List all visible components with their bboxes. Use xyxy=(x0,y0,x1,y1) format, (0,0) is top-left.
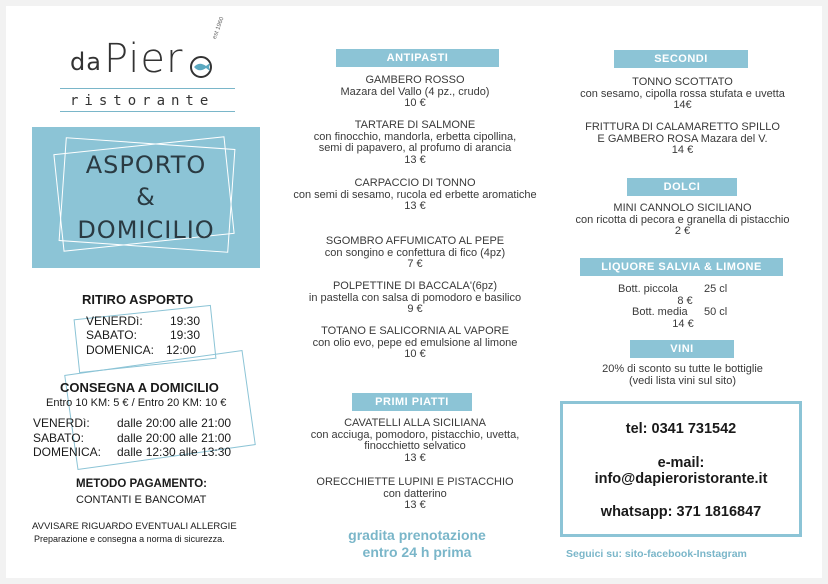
menu-item xyxy=(270,120,560,166)
menu-item xyxy=(270,477,560,512)
item-name: MINI CANNOLO SICILIANO xyxy=(613,202,752,214)
item-name: TARTARE DI SALMONE xyxy=(354,119,476,131)
item-desc: Mazara del Vallo (4 pz., crudo) xyxy=(340,85,490,98)
allergie-line-1: AVVISARE RIGUARDO EVENTUALI ALLERGIE xyxy=(32,521,237,532)
asporto-banner xyxy=(32,127,260,268)
consegna-time: dalle 20:00 alle 21:00 xyxy=(117,431,232,445)
primi-header: PRIMI PIATTI xyxy=(352,393,472,411)
item-price: 7 € xyxy=(407,258,423,270)
liquore-price: 8 € xyxy=(677,295,693,307)
item-price: 9 € xyxy=(407,303,423,315)
ritiro-day: SABATO: xyxy=(86,328,137,342)
consegna-day: VENERDì: xyxy=(33,416,90,430)
vini-line-2: (vedi lista vini sul sito) xyxy=(629,374,736,387)
menu-item xyxy=(540,122,825,157)
item-desc: semi di papavero, al profumo di arancia xyxy=(318,142,512,154)
item-desc: in pastella con salsa di pomodoro e basilico xyxy=(308,291,522,304)
menu-item xyxy=(540,77,825,112)
banner-line-2: & xyxy=(136,183,156,211)
logo-divider xyxy=(60,111,235,112)
banner-line-3: DOMICILIO xyxy=(77,216,215,244)
logo-divider xyxy=(60,88,235,89)
antipasti-header: ANTIPASTI xyxy=(336,49,499,67)
ritiro-title: RITIRO ASPORTO xyxy=(82,292,194,307)
ritiro-day: VENERDì: xyxy=(86,314,143,328)
vini-info xyxy=(540,364,825,387)
liquore-size: 50 cl xyxy=(704,306,728,318)
phone-number[interactable]: tel: 0341 731542 xyxy=(625,421,737,437)
email-address[interactable]: info@dapieroristorante.it xyxy=(594,471,768,487)
item-name: SGOMBRO AFFUMICATO AL PEPE xyxy=(325,235,505,247)
menu-item xyxy=(270,178,560,213)
prenotazione-line-2: entro 24 h prima xyxy=(362,544,472,560)
item-desc: E GAMBERO ROSA Mazara del V. xyxy=(597,132,768,145)
logo-piero: Pier xyxy=(104,36,184,82)
item-price: 10 € xyxy=(404,348,426,360)
item-name: POLPETTINE DI BACCALA'(6pz) xyxy=(332,280,498,292)
contact-box xyxy=(560,401,802,537)
item-desc: con finocchio, mandorla, erbetta cipollina, xyxy=(313,130,517,143)
vini-header: VINI xyxy=(630,340,734,358)
logo-ristorante: ristorante xyxy=(70,93,215,109)
item-desc: finocchietto selvatico xyxy=(364,440,466,452)
vini-line-1: 20% di sconto su tutte le bottiglie xyxy=(602,363,763,375)
consegna-title: CONSEGNA A DOMICILIO xyxy=(60,380,219,395)
logo-da: da xyxy=(70,48,102,76)
liquore-header: LIQUORE SALVIA & LIMONE xyxy=(580,258,783,276)
email-label: e-mail: xyxy=(657,455,705,471)
menu-item xyxy=(270,326,560,361)
prenotazione-line-1: gradita prenotazione xyxy=(348,527,486,543)
menu-item xyxy=(270,75,560,110)
logo-est: est 1960 xyxy=(212,16,226,41)
consegna-day: DOMENICA: xyxy=(33,445,102,459)
item-desc: con datterino xyxy=(383,487,447,500)
consegna-day: SABATO: xyxy=(33,431,84,445)
item-price: 13 € xyxy=(404,499,426,511)
whatsapp-number[interactable]: whatsapp: 371 1816847 xyxy=(600,504,762,520)
item-price: 13 € xyxy=(404,200,426,212)
consegna-time: dalle 12:30 alle 13:30 xyxy=(117,445,232,459)
pagamento-title: METODO PAGAMENTO: xyxy=(76,478,207,490)
liquore-price: 14 € xyxy=(672,318,694,330)
consegna-fees: Entro 10 KM: 5 € / Entro 20 KM: 10 € xyxy=(46,397,227,409)
consegna-time: dalle 20:00 alle 21:00 xyxy=(117,416,232,430)
item-desc: con songino e confettura di fico (4pz) xyxy=(324,246,506,259)
item-name: ORECCHIETTE LUPINI E PISTACCHIO xyxy=(316,476,514,488)
ritiro-time: 19:30 xyxy=(170,328,201,342)
item-name: CAVATELLI ALLA SICILIANA xyxy=(344,417,486,429)
item-price: 10 € xyxy=(404,97,426,109)
pagamento-text: CONTANTI E BANCOMAT xyxy=(76,494,207,506)
item-name: TOTANO E SALICORNIA AL VAPORE xyxy=(321,325,509,337)
item-name: TONNO SCOTTATO xyxy=(632,76,733,88)
item-price: 13 € xyxy=(404,451,426,464)
social-links[interactable]: Seguici su: sito-facebook-Instagram xyxy=(566,548,747,560)
menu-item xyxy=(540,203,825,238)
item-name: CARPACCIO DI TONNO xyxy=(354,177,476,189)
item-price: 13 € xyxy=(404,153,426,166)
menu-item xyxy=(270,418,560,464)
item-price: 14€ xyxy=(673,99,692,111)
item-price: 14 € xyxy=(671,144,694,156)
item-name: GAMBERO ROSSO xyxy=(365,74,465,86)
ritiro-time: 12:00 xyxy=(166,343,197,357)
item-desc: con olio evo, pepe ed emulsione al limone xyxy=(312,336,518,349)
ritiro-time: 19:30 xyxy=(170,314,201,328)
prenotazione-note xyxy=(300,527,534,561)
item-desc: con acciuga, pomodoro, pistacchio, uvetta, xyxy=(310,428,520,441)
liquore-size: 25 cl xyxy=(704,283,728,295)
fish-logo-icon xyxy=(188,56,218,78)
menu-item xyxy=(270,236,560,271)
secondi-header: SECONDI xyxy=(614,50,748,68)
liquore-label: Bott. media xyxy=(632,306,688,318)
item-desc: con sesamo, cipolla rossa stufata e uvetta xyxy=(580,87,785,100)
dolci-header: DOLCI xyxy=(627,178,737,196)
liquore-label: Bott. piccola xyxy=(618,283,678,295)
item-desc: con ricotta di pecora e granella di pistacchio xyxy=(575,213,790,226)
allergie-line-2: Preparazione e consegna a norma di sicurezza. xyxy=(34,534,225,544)
item-desc: con semi di sesamo, rucola ed erbette aromatiche xyxy=(293,188,537,201)
item-price: 2 € xyxy=(674,225,691,237)
banner-line-1: ASPORTO xyxy=(85,151,207,179)
item-name: FRITTURA DI CALAMARETTO SPILLO xyxy=(585,121,780,133)
menu-item xyxy=(270,281,560,316)
ritiro-day: DOMENICA: xyxy=(86,343,155,357)
